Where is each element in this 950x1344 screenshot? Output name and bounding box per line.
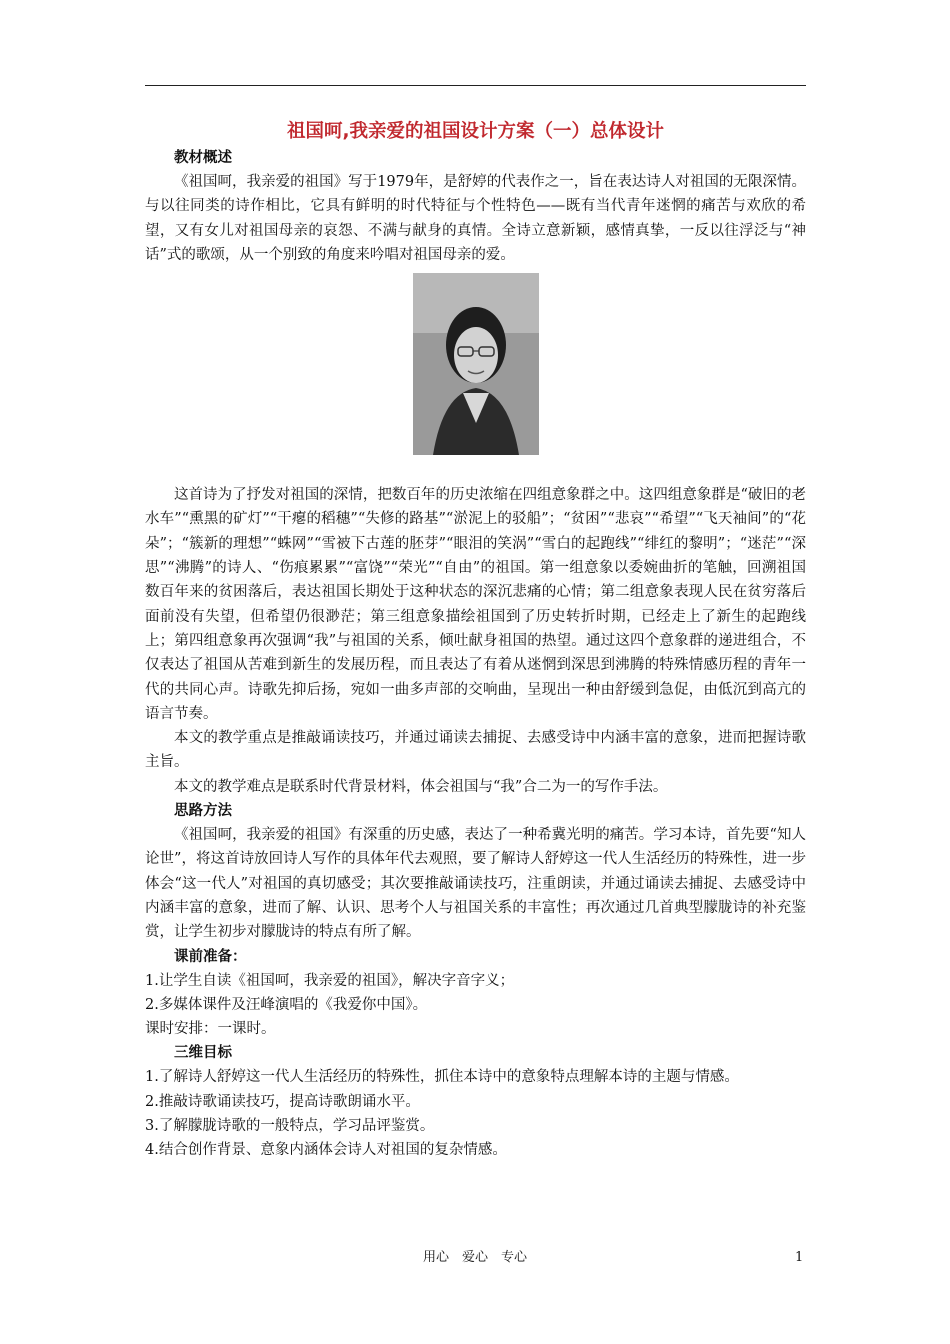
list-item: 课时安排：一课时。 [145, 1021, 276, 1038]
author-portrait-photo [413, 273, 539, 455]
photo-container [145, 273, 806, 455]
header-rule [145, 85, 806, 86]
paragraph: 本文的教学重点是推敲诵读技巧，并通过诵读去捕捉、去感受诗中内涵丰富的意象，进而把握诗歌主旨。 [145, 730, 806, 771]
document-title: 祖国呵,我亲爱的祖国设计方案（一）总体设计 [286, 121, 665, 142]
section-heading-method: 思路方法 [174, 803, 232, 820]
list-item: 1.了解诗人舒婷这一代人生活经历的特殊性，抓住本诗中的意象特点理解本诗的主题与情感。 [145, 1069, 739, 1086]
portrait-illustration [413, 273, 539, 455]
section-heading-overview: 教材概述 [174, 150, 232, 166]
paragraph: 《祖国呵，我亲爱的祖国》有深重的历史感，表达了一种希冀光明的痛苦。学习本诗，首先要“知人论世”，将这首诗放回诗人写作的具体年代去观照，要了解诗人舒婷这一代人生活经历的特殊性，进一步体会“这一代人”对祖国的真切感受；其次要推敲诵读技巧，注重朗读，并通过诵读去捕捉、去感受诗中内涵丰富的意象，进而了解、认识、思考个人与祖国关系的丰富性；再次通过几首典型朦胧诗的补充鉴赏，让学生初步对朦胧诗的特点有所了解。 [145, 827, 806, 941]
footer-motto: 用心 爱心 专心 [422, 1250, 527, 1265]
list-item: 4.结合创作背景、意象内涵体会诗人对祖国的复杂情感。 [145, 1142, 507, 1159]
list-item: 3.了解朦胧诗歌的一般特点，学习品评鉴赏。 [145, 1118, 435, 1135]
section-heading-prep: 课前准备： [174, 948, 247, 965]
section-heading-goals: 三维目标 [174, 1045, 232, 1062]
paragraph: 这首诗为了抒发对祖国的深情，把数百年的历史浓缩在四组意象群之中。这四组意象群是“破旧的老水车”“熏黑的矿灯”“干瘪的稻穗”“失修的路基”“淤泥上的驳船”；“贫困”“悲哀”“希望”“飞天袖间”的“花朵”；“簇新的理想”“蛛网”“雪被下古莲的胚芽”“眼泪的笑涡”“雪白的起跑线”“绯红的黎明”；“迷茫”“深思”“沸腾”的诗人、“伤痕累累”“富饶”“荣光”“自由”的祖国。第一组意象以委婉曲折的笔触，回溯祖国数百年来的贫困落后，表达祖国长期处于这种状态的深沉悲痛的心情；第二组意象表现人民在贫穷落后面前没有失望，但希望仍很渺茫；第三组意象描绘祖国到了历史转折时期，已经走上了新生的起跑线上；第四组意象再次强调“我”与祖国的关系，倾吐献身祖国的热望。通过这四个意象群的递进组合，不仅表达了祖国从苦难到新生的发展历程，而且表达了有着从迷惘到深思到沸腾的特殊情感历程的青年一代的共同心声。诗歌先抑后扬，宛如一曲多声部的交响曲，呈现出一种由舒缓到急促，由低沉到高亢的语言节奏。 [145, 487, 806, 722]
paragraph: 《祖国呵，我亲爱的祖国》写于1979年，是舒婷的代表作之一，旨在表达诗人对祖国的无限深情。与以往同类的诗作相比，它具有鲜明的时代特征与个性特色——既有当代青年迷惘的痛苦与欢欣的希望，又有女儿对祖国母亲的哀怨、不满与献身的真情。全诗立意新颖，感情真挚，一反以往浮泛与“神话”式的歌颂，从一个别致的角度来吟唱对祖国母亲的爱。 [145, 174, 806, 263]
page-number: 1 [795, 1250, 804, 1265]
document-body [145, 118, 806, 1163]
list-item: 2.推敲诗歌诵读技巧，提高诗歌朗诵水平。 [145, 1093, 420, 1110]
paragraph: 本文的教学难点是联系时代背景材料，体会祖国与“我”合二为一的写作手法。 [174, 778, 668, 795]
list-item: 2.多媒体课件及汪峰演唱的《我爱你中国》。 [145, 996, 428, 1013]
list-item: 1.让学生自读《祖国呵，我亲爱的祖国》，解决字音字义； [145, 972, 515, 989]
